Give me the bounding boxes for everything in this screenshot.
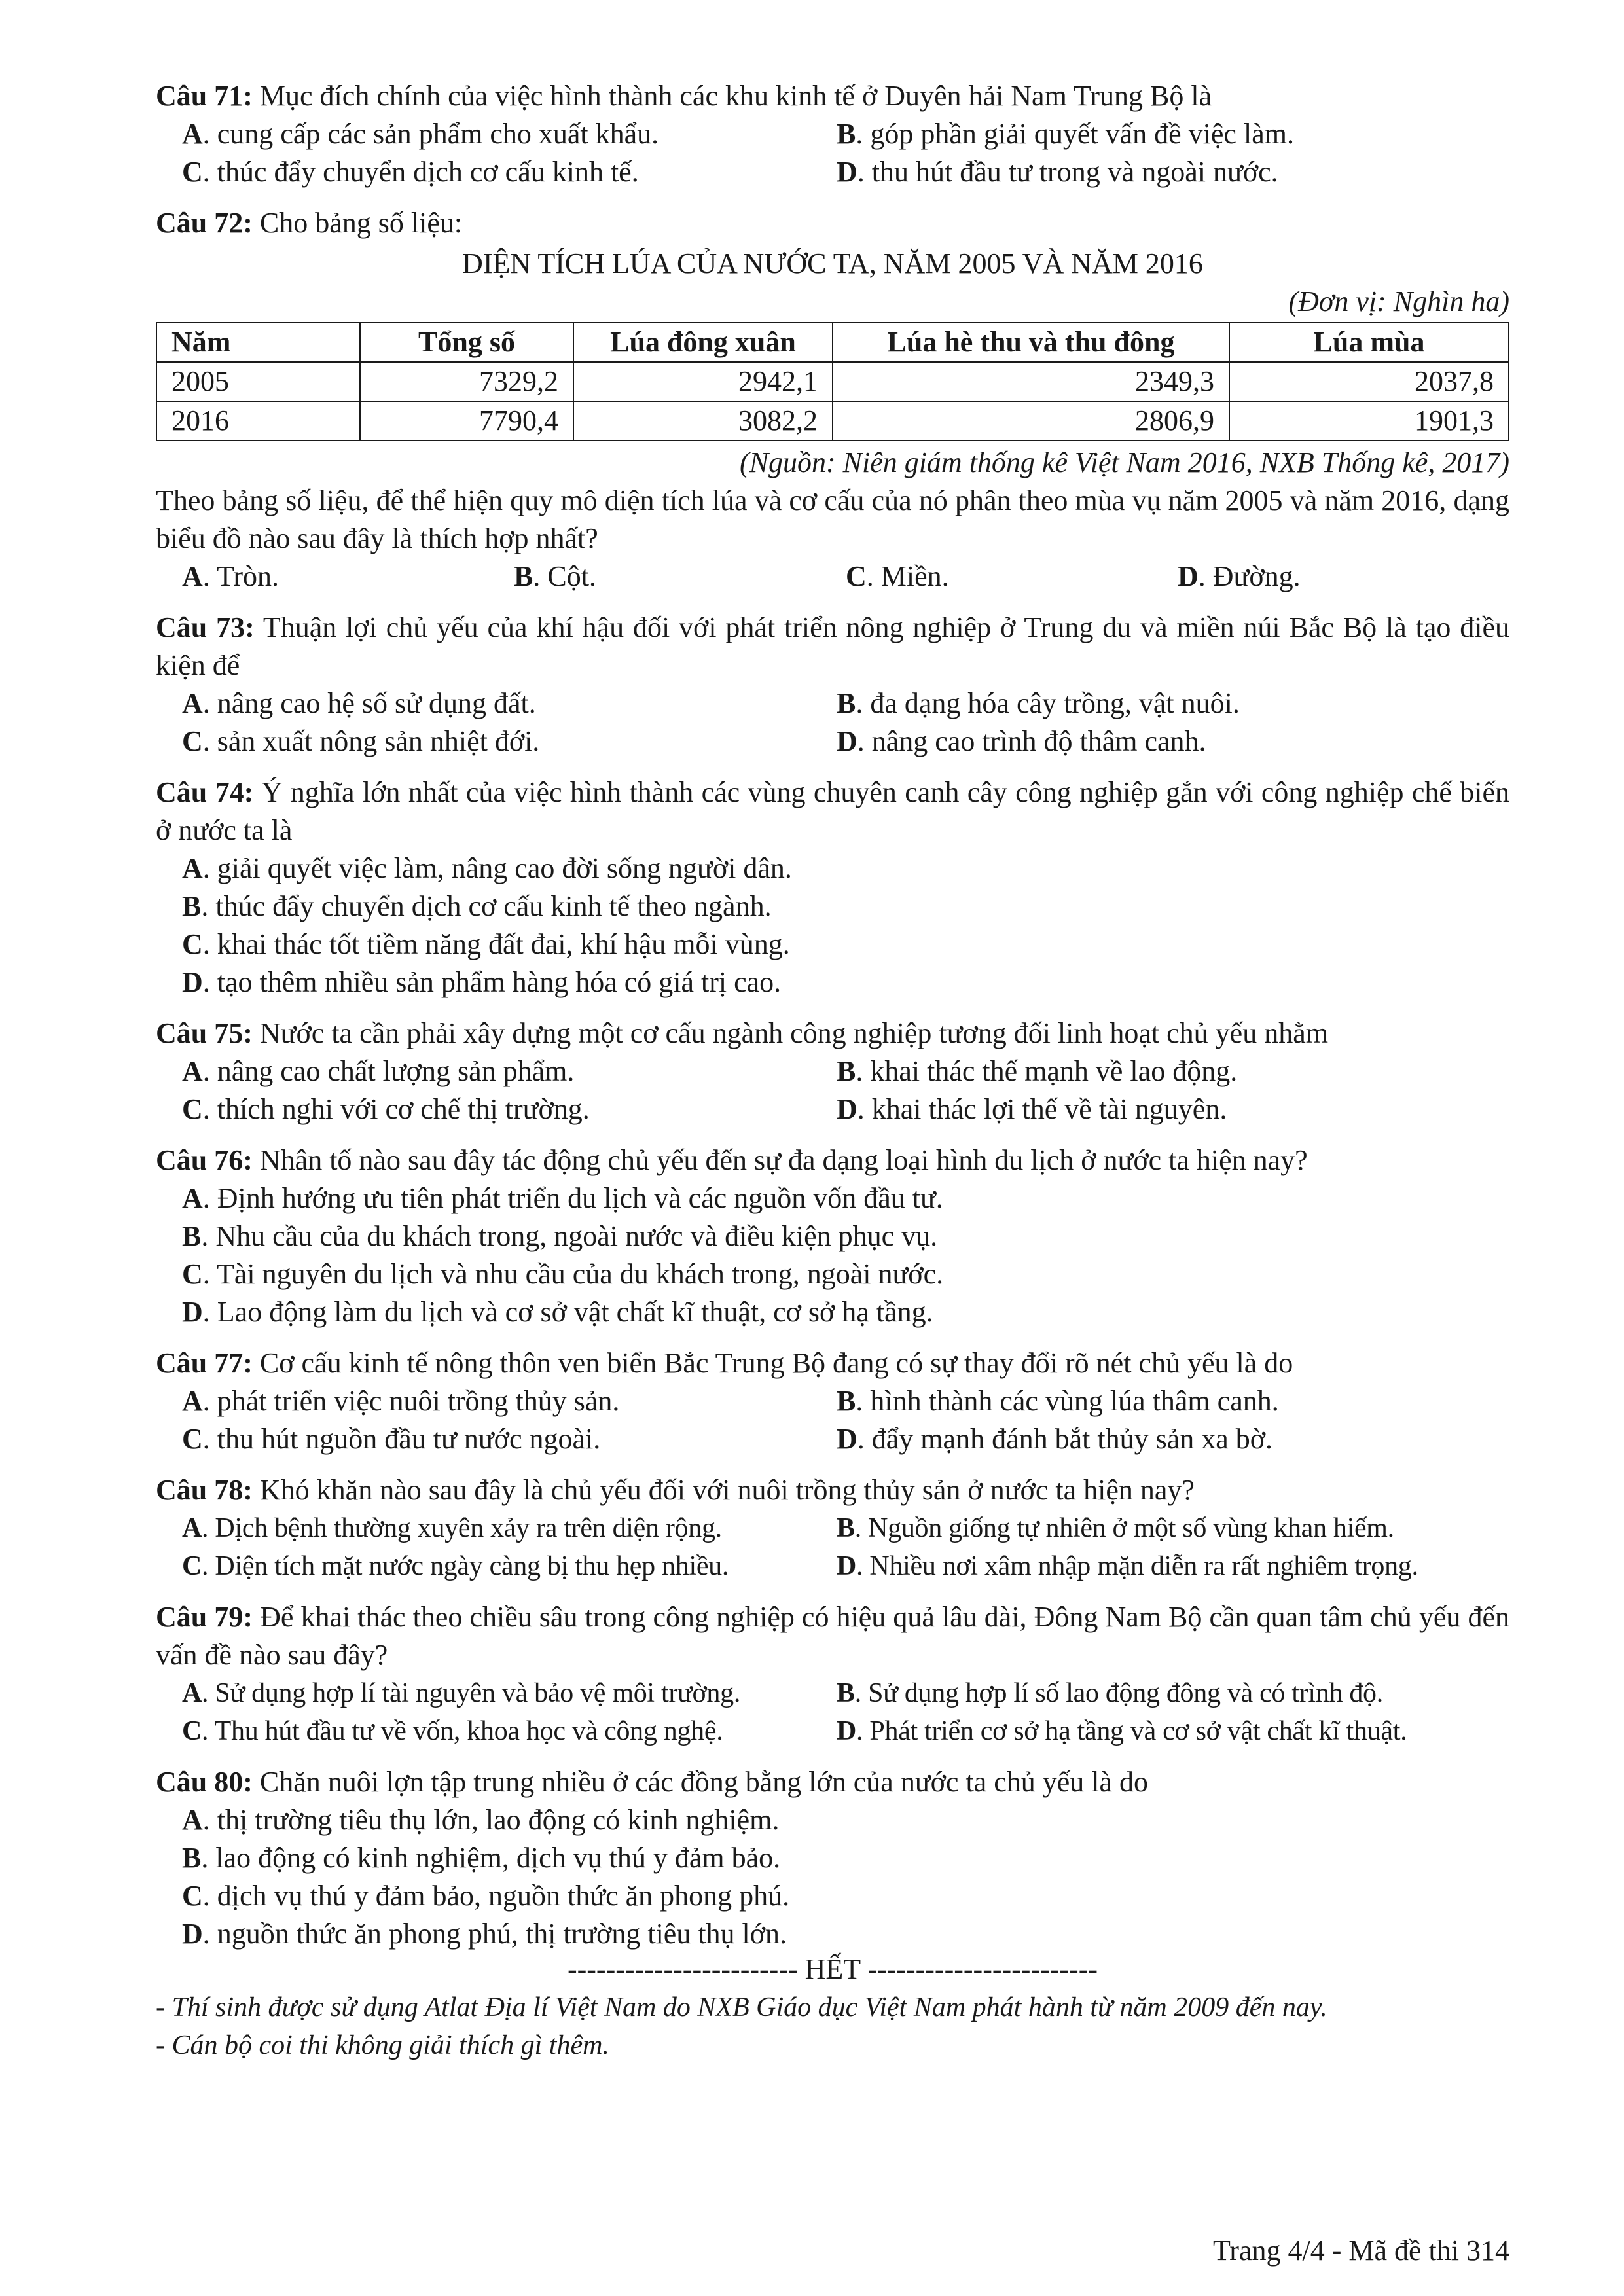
- question-text: Theo bảng số liệu, để thể hiện quy mô diện tích lúa và cơ cấu của nó phân theo mùa vụ năm 2005 và năm 2016, dạng biểu đồ nào sau đây là thích hợp nhất?: [156, 484, 1509, 554]
- table-cell: 2942,1: [573, 362, 833, 401]
- option-b: B. Sử dụng hợp lí số lao động đông và có trình độ.: [837, 1678, 1383, 1708]
- question-number: Câu 71:: [156, 80, 253, 112]
- question-75: [156, 1014, 1509, 1128]
- option-a: A. nâng cao hệ số sử dụng đất.: [182, 687, 536, 719]
- table-header: Tổng số: [360, 323, 573, 362]
- option-d: D. thu hút đầu tư trong và ngoài nước.: [837, 156, 1278, 188]
- table-cell: 7329,2: [360, 362, 573, 401]
- option-a: A. cung cấp các sản phẩm cho xuất khẩu.: [182, 118, 659, 150]
- option-d: D. Phát triển cơ sở hạ tầng và cơ sở vật chất kĩ thuật.: [837, 1716, 1407, 1746]
- question-74: [156, 774, 1509, 1001]
- question-76: [156, 1141, 1509, 1331]
- question-77: [156, 1344, 1509, 1458]
- question-number: Câu 73:: [156, 611, 255, 643]
- question-number: Câu 72:: [156, 207, 253, 239]
- question-71: [156, 77, 1509, 191]
- option-c: C. Tài nguyên du lịch và nhu cầu của du khách trong, ngoài nước.: [182, 1258, 944, 1290]
- table-cell: 7790,4: [360, 401, 573, 440]
- question-number: Câu 78:: [156, 1474, 253, 1506]
- option-b: B. Cột.: [514, 560, 596, 592]
- option-a: A. Định hướng ưu tiên phát triển du lịch và các nguồn vốn đầu tư.: [182, 1182, 943, 1214]
- question-text: Ý nghĩa lớn nhất của việc hình thành các vùng chuyên canh cây công nghiệp gắn với công nghiệp chế biến ở nước ta là: [156, 776, 1510, 846]
- data-table: [156, 322, 1509, 441]
- option-d: D. Nhiều nơi xâm nhập mặn diễn ra rất nghiêm trọng.: [837, 1551, 1418, 1581]
- question-intro: Cho bảng số liệu:: [259, 207, 463, 239]
- note-proctor: - Cán bộ coi thi không giải thích gì thêm.: [156, 2030, 609, 2060]
- question-text: Để khai thác theo chiều sâu trong công nghiệp có hiệu quả lâu dài, Đông Nam Bộ cần quan tâm chủ yếu đến vấn đề nào sau đây?: [156, 1601, 1509, 1671]
- option-c: C. thích nghi với cơ chế thị trường.: [182, 1093, 590, 1125]
- question-number: Câu 80:: [156, 1766, 253, 1798]
- option-d: D. Lao động làm du lịch và cơ sở vật chất kĩ thuật, cơ sở hạ tầng.: [182, 1296, 933, 1328]
- option-d: D. đẩy mạnh đánh bắt thủy sản xa bờ.: [837, 1423, 1273, 1455]
- question-text: Nhân tố nào sau đây tác động chủ yếu đến sự đa dạng loại hình du lịch ở nước ta hiện nay?: [259, 1144, 1308, 1176]
- option-d: D. nguồn thức ăn phong phú, thị trường tiêu thụ lớn.: [182, 1918, 787, 1950]
- table-unit: (Đơn vị: Nghìn ha): [1288, 285, 1509, 317]
- option-d: D. tạo thêm nhiều sản phẩm hàng hóa có giá trị cao.: [182, 966, 782, 998]
- option-a: A. phát triển việc nuôi trồng thủy sản.: [182, 1385, 620, 1417]
- option-d: D. Đường.: [1178, 560, 1301, 592]
- question-number: Câu 77:: [156, 1347, 253, 1379]
- question-72: [156, 204, 1509, 596]
- option-a: A. giải quyết việc làm, nâng cao đời sống người dân.: [182, 852, 792, 884]
- option-c: C. Thu hút đầu tư về vốn, khoa học và công nghệ.: [182, 1716, 723, 1746]
- exam-page: [156, 77, 1509, 2064]
- table-cell: 2349,3: [833, 362, 1229, 401]
- option-c: C. khai thác tốt tiềm năng đất đai, khí hậu mỗi vùng.: [182, 928, 790, 960]
- option-c: C. thúc đẩy chuyển dịch cơ cấu kinh tế.: [182, 156, 639, 188]
- question-79: [156, 1598, 1509, 1750]
- question-text: Thuận lợi chủ yếu của khí hậu đối với phát triển nông nghiệp ở Trung du và miền núi Bắc Bộ là tạo điều kiện để: [156, 611, 1509, 681]
- option-b: B. thúc đẩy chuyển dịch cơ cấu kinh tế theo ngành.: [182, 890, 772, 922]
- option-b: B. Nhu cầu của du khách trong, ngoài nước và điều kiện phục vụ.: [182, 1220, 938, 1252]
- table-header: Lúa hè thu và thu đông: [833, 323, 1229, 362]
- table-header: Năm: [156, 323, 360, 362]
- option-a: A. Sử dụng hợp lí tài nguyên và bảo vệ môi trường.: [182, 1678, 741, 1708]
- option-b: B. hình thành các vùng lúa thâm canh.: [837, 1385, 1279, 1417]
- table-cell: 2016: [156, 401, 360, 440]
- question-78: [156, 1471, 1509, 1585]
- question-number: Câu 79:: [156, 1601, 253, 1633]
- question-text: Mục đích chính của việc hình thành các khu kinh tế ở Duyên hải Nam Trung Bộ là: [259, 80, 1212, 112]
- table-header-row: [156, 323, 1509, 362]
- table-cell: 2037,8: [1229, 362, 1509, 401]
- table-row: [156, 362, 1509, 401]
- option-c: C. sản xuất nông sản nhiệt đới.: [182, 725, 540, 757]
- question-text: Nước ta cần phải xây dựng một cơ cấu ngành công nghiệp tương đối linh hoạt chủ yếu nhằm: [259, 1017, 1328, 1049]
- option-c: C. Diện tích mặt nước ngày càng bị thu hẹp nhiều.: [182, 1551, 729, 1581]
- option-b: B. góp phần giải quyết vấn đề việc làm.: [837, 118, 1294, 150]
- table-cell: 1901,3: [1229, 401, 1509, 440]
- option-a: A. thị trường tiêu thụ lớn, lao động có kinh nghiệm.: [182, 1804, 780, 1836]
- option-b: B. Nguồn giống tự nhiên ở một số vùng khan hiếm.: [837, 1513, 1394, 1543]
- table-cell: 3082,2: [573, 401, 833, 440]
- question-text: Cơ cấu kinh tế nông thôn ven biển Bắc Trung Bộ đang có sự thay đổi rõ nét chủ yếu là do: [259, 1347, 1293, 1379]
- option-d: D. khai thác lợi thế về tài nguyên.: [837, 1093, 1227, 1125]
- option-b: B. lao động có kinh nghiệm, dịch vụ thú y đảm bảo.: [182, 1842, 781, 1874]
- question-80: [156, 1763, 1509, 1953]
- table-row: [156, 401, 1509, 440]
- option-d: D. nâng cao trình độ thâm canh.: [837, 725, 1206, 757]
- question-73: [156, 609, 1509, 761]
- option-b: B. khai thác thế mạnh về lao động.: [837, 1055, 1238, 1087]
- option-c: C. Miền.: [846, 560, 949, 592]
- note-atlas: - Thí sinh được sử dụng Atlat Địa lí Việt Nam do NXB Giáo dục Việt Nam phát hành từ năm 2009 đến nay.: [156, 1992, 1327, 2022]
- question-number: Câu 75:: [156, 1017, 253, 1049]
- option-b: B. đa dạng hóa cây trồng, vật nuôi.: [837, 687, 1240, 719]
- page-footer: Trang 4/4 - Mã đề thi 314: [1212, 2234, 1509, 2267]
- option-a: A. Dịch bệnh thường xuyên xảy ra trên diện rộng.: [182, 1513, 722, 1543]
- table-title: DIỆN TÍCH LÚA CỦA NƯỚC TA, NĂM 2005 VÀ NĂM 2016: [462, 247, 1203, 279]
- table-cell: 2806,9: [833, 401, 1229, 440]
- option-a: A. nâng cao chất lượng sản phẩm.: [182, 1055, 575, 1087]
- end-marker: ------------------------ HẾT ------------------------: [567, 1953, 1098, 1985]
- option-c: C. dịch vụ thú y đảm bảo, nguồn thức ăn phong phú.: [182, 1880, 790, 1912]
- option-a: A. Tròn.: [182, 560, 279, 592]
- question-number: Câu 76:: [156, 1144, 253, 1176]
- question-text: Khó khăn nào sau đây là chủ yếu đối với nuôi trồng thủy sản ở nước ta hiện nay?: [259, 1474, 1195, 1506]
- option-c: C. thu hút nguồn đầu tư nước ngoài.: [182, 1423, 601, 1455]
- table-header: Lúa mùa: [1229, 323, 1509, 362]
- question-number: Câu 74:: [156, 776, 254, 808]
- table-source: (Nguồn: Niên giám thống kê Việt Nam 2016, NXB Thống kê, 2017): [739, 446, 1509, 478]
- table-header: Lúa đông xuân: [573, 323, 833, 362]
- question-text: Chăn nuôi lợn tập trung nhiều ở các đồng bằng lớn của nước ta chủ yếu là do: [259, 1766, 1149, 1798]
- table-cell: 2005: [156, 362, 360, 401]
